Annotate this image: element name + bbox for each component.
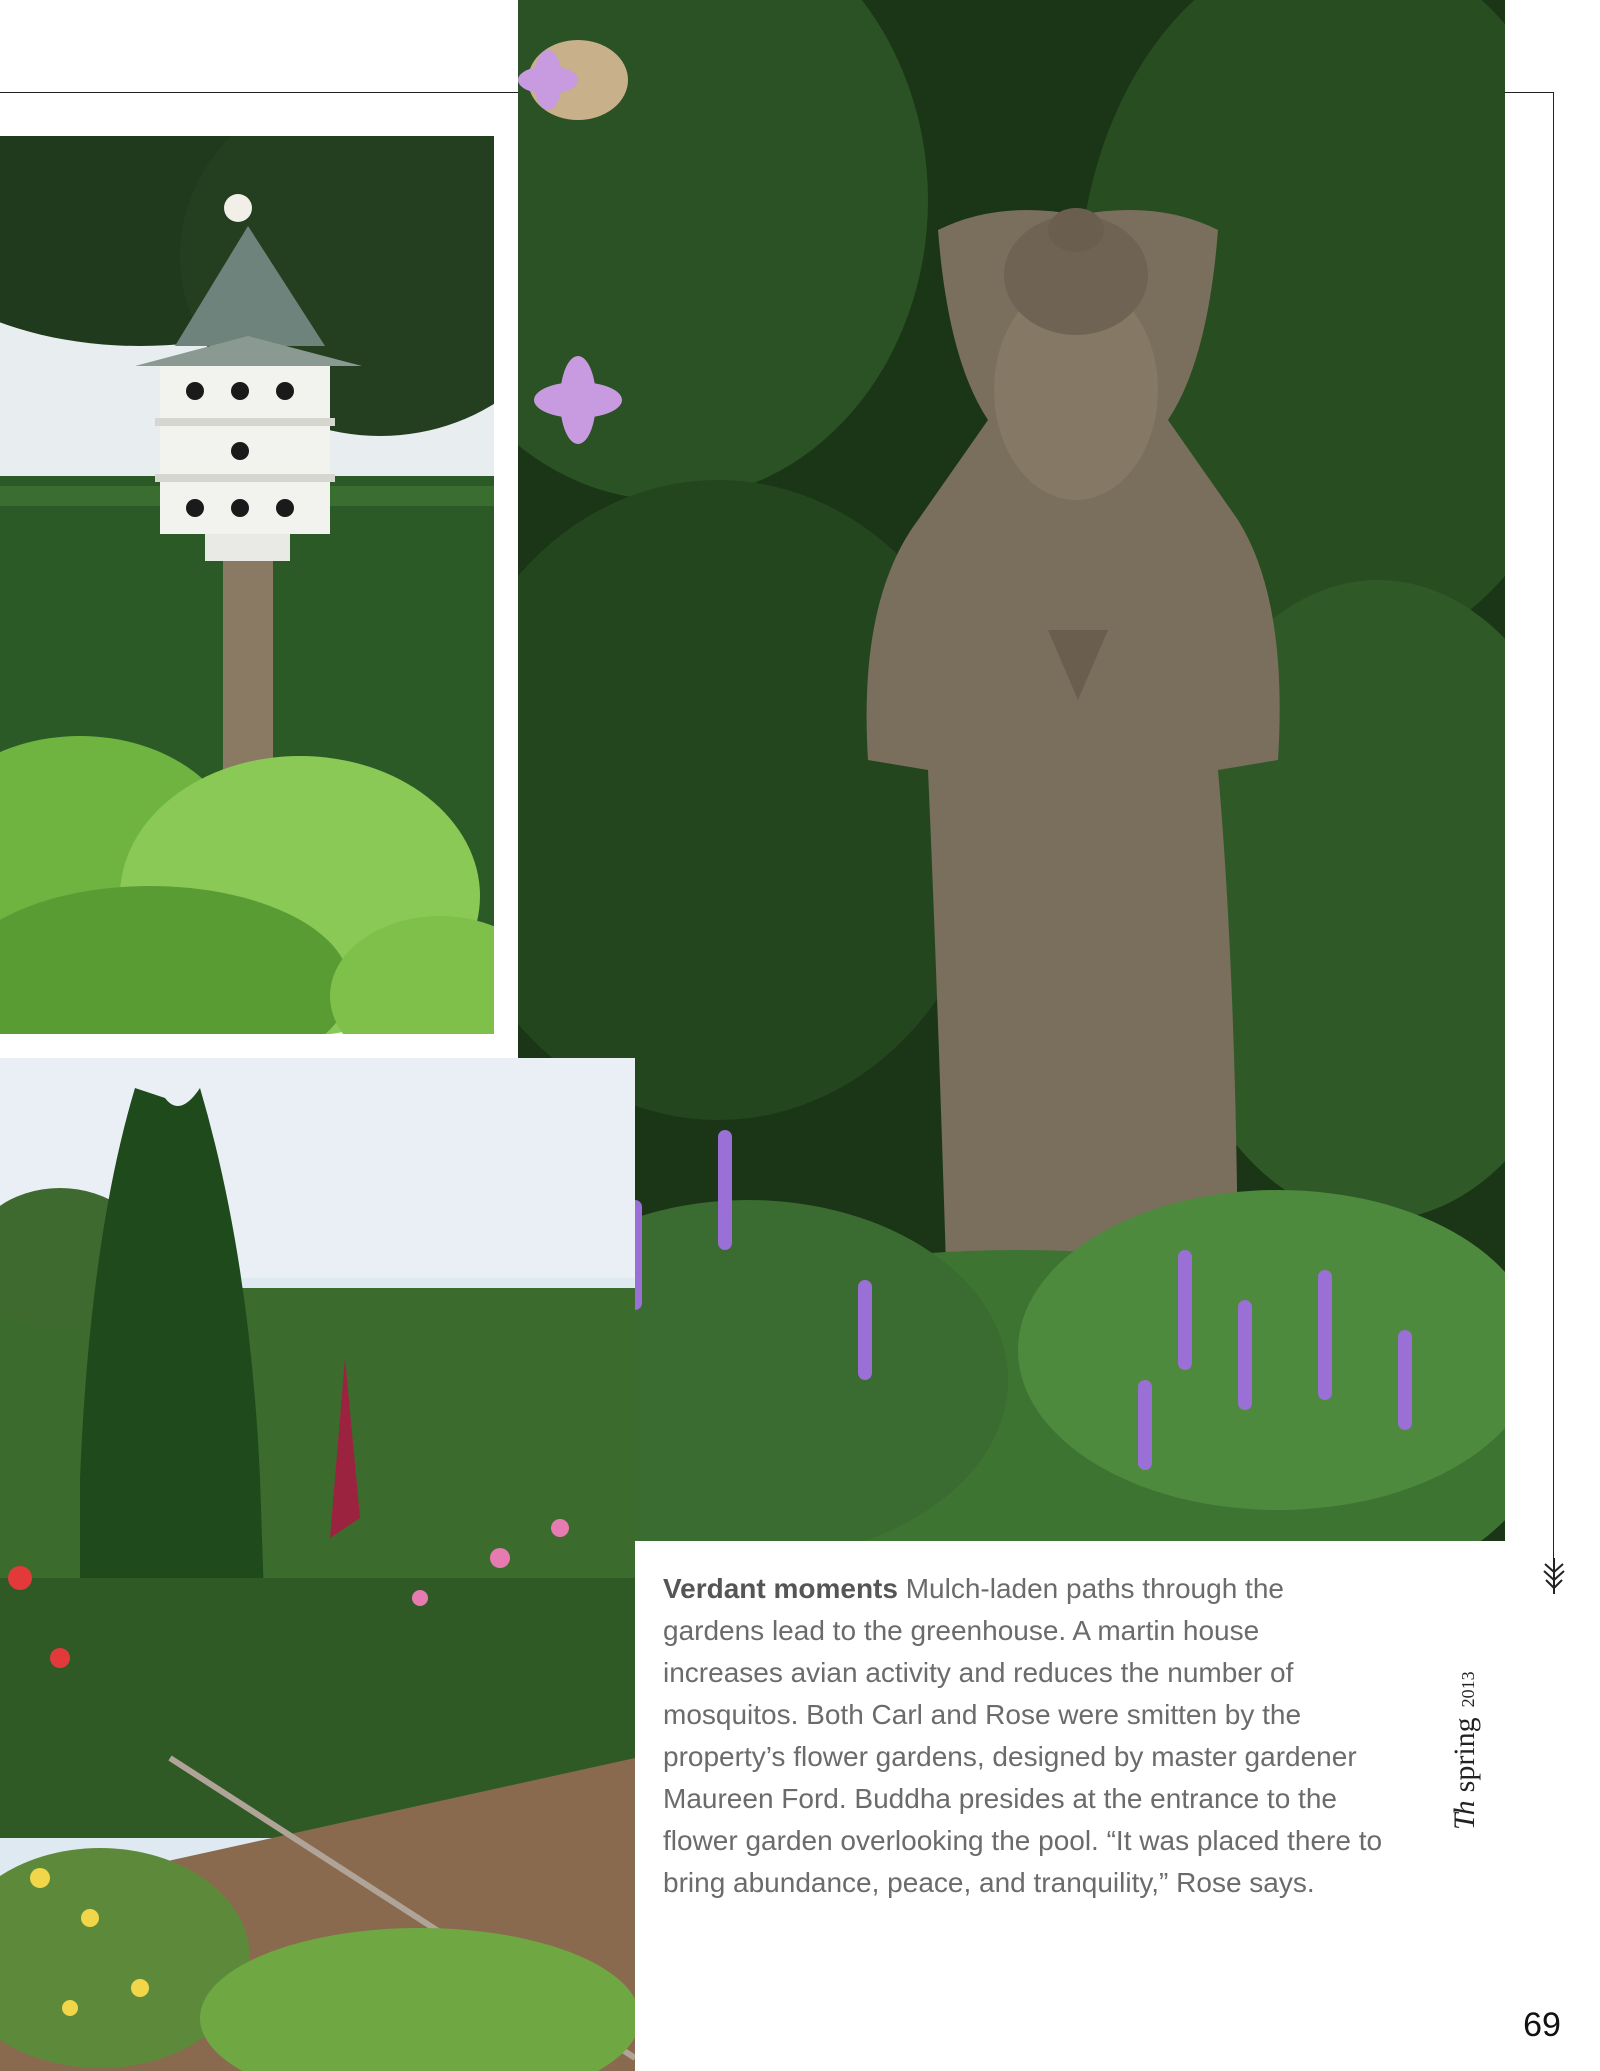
folio-season: spring: [1448, 1717, 1481, 1793]
martin-house-photo: [0, 136, 494, 1034]
magazine-logo: Th: [1448, 1802, 1481, 1830]
page-number: 69: [1523, 2006, 1561, 2044]
photo-caption: [663, 1568, 1383, 1904]
folio: [1448, 1580, 1488, 1830]
flower-garden-photo: [0, 1058, 635, 2071]
caption-body: Mulch-laden paths through the gardens lead to the greenhouse. A martin house increases avian activity and reduces the number of mosquitos. Both Carl and Rose were smitten by the property’s flower gardens, designed by master gardener Maureen Ford. Buddha presides at the entrance to the flower garden overlooking the pool. “It was placed there to bring abundance, peace, and tranquility,” Rose says.: [663, 1573, 1383, 1898]
right-rule: [1553, 92, 1554, 1567]
caption-lead: Verdant moments: [663, 1573, 898, 1604]
folio-year: 2013: [1458, 1671, 1478, 1708]
flourish-ornament-icon: [1540, 1558, 1568, 1594]
buddha-statue-photo: [518, 0, 1505, 1541]
